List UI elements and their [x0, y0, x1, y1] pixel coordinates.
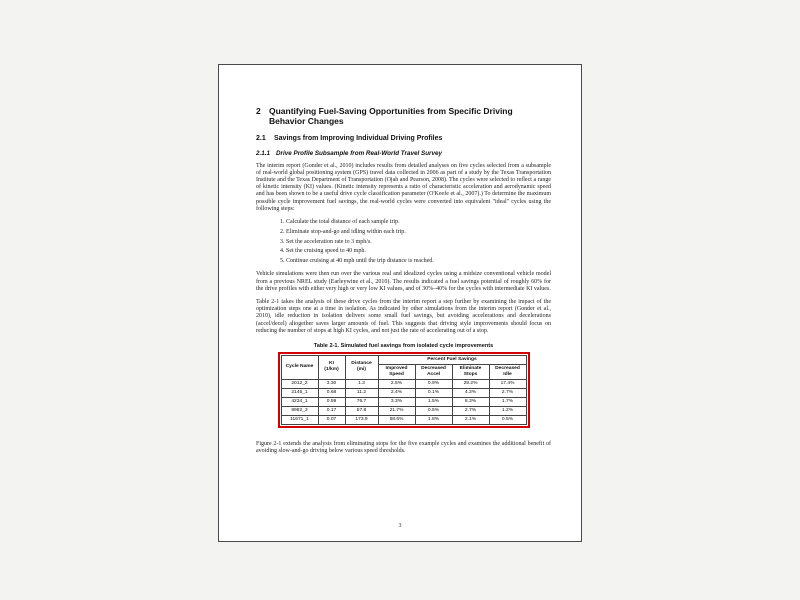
cell: 17.4% [489, 379, 526, 388]
cell: 0.5% [489, 415, 526, 424]
paragraph-intro: The interim report (Gonder et al., 2010) includes results from detailed analyses on five cycles selected from a subsample of real-world global positioning system (GPS) travel data collected in 2006 as part of a study by the Texas Transportation Institute and the Texas Department of Transportation (Ojah and Pearson, 2008). The cycles were selected to reflect a range of kinetic intensity (KI) values. (Kinetic intensity represents a ratio of characteristic acceleration and aerodynamic speed and has been shown to be a useful drive cycle classification parameter (O'Keefe et al., 2007).) To determine the maximum possible cycle improvement fuel savings, the real-world cycles were converted into equivalent "ideal" cycles using the following steps: [256, 162, 551, 212]
table-row [281, 397, 526, 406]
cell: 8982_3 [281, 406, 318, 415]
table-row [281, 388, 526, 397]
cell: 0.59 [318, 397, 345, 406]
cell: 2.4% [378, 388, 415, 397]
paragraph-figure-reference: Figure 2-1 extends the analysis from eliminating stops for the five example cycles and examines the additional benefit of avoiding slow-and-go driving below various speed thresholds. [256, 440, 551, 455]
col-header-decreased-accel: Decreased Accel [415, 364, 452, 379]
col-header-improved-speed: Improved Speed [378, 364, 415, 379]
cell: 2.7% [452, 406, 489, 415]
subsubsection-heading [256, 150, 551, 158]
cell: 0.07 [318, 415, 345, 424]
section-heading [256, 106, 551, 126]
subsubsection-title: Drive Profile Subsample from Real-World Travel Survey [276, 150, 442, 157]
section-title: Quantifying Fuel-Saving Opportunities from Specific Driving Behavior Changes [269, 106, 513, 126]
cell: 1.5% [415, 397, 452, 406]
list-item: 5. Continue cruising at 40 mph until the trip distance is reached. [286, 258, 551, 265]
list-item: 2. Eliminate stop-and-go and idling within each trip. [286, 229, 551, 236]
cell: 0.1% [415, 388, 452, 397]
col-header-decreased-idle: Decreased Idle [489, 364, 526, 379]
paragraph-simulations: Vehicle simulations were then run over the various real and idealized cycles using a midsize conventional vehicle model from a previous NREL study (Earleywine et al., 2010). The results indicated a fuel savings potential of roughly 60% for the drive profiles with either very high or very low KI values, and of 30%–40% for the cycles with intermediate KI values. [256, 271, 551, 292]
list-item: 1. Calculate the total distance of each sample trip. [286, 219, 551, 226]
report-page [218, 64, 582, 542]
col-header-cycle-name: Cycle Name [281, 355, 318, 379]
subsubsection-number: 2.1.1 [256, 150, 271, 157]
fuel-savings-table [281, 355, 527, 425]
list-item: 3. Set the acceleration rate to 3 mph/s. [286, 239, 551, 246]
col-header-ki: KI (1/km) [318, 355, 345, 379]
table-container [256, 352, 551, 433]
cell: 2012_2 [281, 379, 318, 388]
subsection-title: Savings from Improving Individual Driving Profiles [274, 135, 443, 142]
cell: 2145_1 [281, 388, 318, 397]
red-highlight-box [278, 352, 530, 428]
cell: 3.30 [318, 379, 345, 388]
cell: 57.8 [345, 406, 378, 415]
cell: 1.7% [489, 397, 526, 406]
page-content [219, 65, 581, 541]
cell: 0.68 [318, 388, 345, 397]
cell: 11671_1 [281, 415, 318, 424]
subsection-heading [256, 135, 551, 143]
cell: 76.7 [345, 397, 378, 406]
cell: 2.5% [378, 379, 415, 388]
col-group-header-percent-fuel-savings: Percent Fuel Savings [378, 355, 526, 364]
cell: 2.1% [452, 415, 489, 424]
cell: 0.9% [415, 379, 452, 388]
cell: 1.3 [345, 379, 378, 388]
table-row [281, 406, 526, 415]
col-header-distance: Distance (mi) [345, 355, 378, 379]
cell: 1.8% [415, 415, 452, 424]
table-row [281, 379, 526, 388]
paragraph-table-discussion: Table 2-1 takes the analysis of these drive cycles from the interim report a step further by examining the impact of the optimization steps one at a time in isolation. As indicated by other simulations from the interim report (Gonder et al., 2010), idle reduction in isolation delivers some small fuel savings, but avoiding accelerations and decelerations (accel/decel) altogether saves larger amounts of fuel. This suggests that driving style improvements should focus on reducing the number of stops at high KI cycles, and not just the rate of accelerating out of a stop. [256, 298, 551, 334]
cell: 21.7% [378, 406, 415, 415]
cell: 1.2% [489, 406, 526, 415]
list-item: 4. Set the cruising speed to 40 mph. [286, 248, 551, 255]
cell: 0.5% [415, 406, 452, 415]
cell: 0.17 [318, 406, 345, 415]
cell: 3.3% [378, 397, 415, 406]
col-header-eliminate-stops: Eliminate Stops [452, 364, 489, 379]
section-number: 2 [256, 106, 261, 116]
table-row [281, 415, 526, 424]
cell: 2.7% [489, 388, 526, 397]
cell: 58.6% [378, 415, 415, 424]
cell: 4.3% [452, 388, 489, 397]
cell: 173.9 [345, 415, 378, 424]
cell: 8.3% [452, 397, 489, 406]
subsection-number: 2.1 [256, 135, 266, 142]
table-caption: Table 2-1. Simulated fuel savings from isolated cycle improvements [313, 342, 494, 349]
page-number: 3 [398, 523, 402, 529]
cell: 11.2 [345, 388, 378, 397]
cell: 29.2% [452, 379, 489, 388]
cell: 4234_1 [281, 397, 318, 406]
ideal-cycle-steps-list [256, 219, 551, 265]
